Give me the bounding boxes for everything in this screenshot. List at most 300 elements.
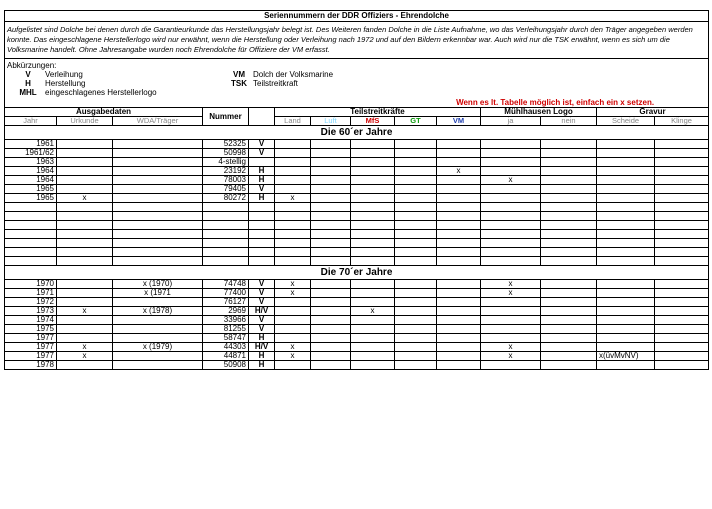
cell-wda [113, 325, 203, 334]
cell-urkunde [57, 176, 113, 185]
cell-vm [437, 343, 481, 352]
cell-land: x [275, 343, 311, 352]
cell-klinge [655, 316, 709, 325]
cell-wda [113, 167, 203, 176]
cell-vh: H [249, 194, 275, 203]
cell-vh [249, 257, 275, 266]
cell-luft [311, 334, 351, 343]
decade-heading: Die 60´er Jahre [5, 126, 709, 140]
cell-wda [113, 316, 203, 325]
table-row [5, 239, 709, 248]
cell-mfs [351, 167, 395, 176]
cell-wda [113, 298, 203, 307]
cell-nummer [203, 239, 249, 248]
cell-mfs [351, 239, 395, 248]
cell-wda [113, 257, 203, 266]
cell-scheide [597, 298, 655, 307]
cell-jahr: 1961 [5, 140, 57, 149]
cell-gt [395, 176, 437, 185]
table-row [5, 167, 709, 176]
cell-mfs [351, 352, 395, 361]
cell-mfs [351, 149, 395, 158]
cell-klinge [655, 343, 709, 352]
cell-jahr: 1974 [5, 316, 57, 325]
table-row [5, 221, 709, 230]
cell-vh: V [249, 325, 275, 334]
cell-gt [395, 167, 437, 176]
abbr-key: TSK [231, 79, 247, 88]
cell-vh [249, 239, 275, 248]
cell-nummer: 23192 [203, 167, 249, 176]
cell-luft [311, 239, 351, 248]
abbr-text: Herstellung [45, 79, 86, 88]
cell-klinge [655, 298, 709, 307]
cell-luft [311, 280, 351, 289]
cell-jahr: 1977 [5, 343, 57, 352]
header-scheide: Scheide [597, 117, 655, 126]
cell-nein [541, 194, 597, 203]
cell-jahr: 1965 [5, 185, 57, 194]
cell-jahr: 1971 [5, 289, 57, 298]
cell-gt [395, 334, 437, 343]
cell-jahr: 1978 [5, 361, 57, 370]
cell-vm [437, 230, 481, 239]
header-muehlhausen: Mühlhausen Logo [481, 108, 597, 117]
cell-scheide [597, 257, 655, 266]
table-row [5, 149, 709, 158]
cell-mfs [351, 221, 395, 230]
cell-vh: V [249, 280, 275, 289]
cell-wda [113, 140, 203, 149]
cell-vh: V [249, 316, 275, 325]
cell-urkunde [57, 325, 113, 334]
cell-jahr: 1964 [5, 167, 57, 176]
cell-land: x [275, 194, 311, 203]
cell-vh [249, 230, 275, 239]
cell-jahr: 1963 [5, 158, 57, 167]
header-gt: GT [395, 117, 437, 126]
cell-ja [481, 248, 541, 257]
cell-vm [437, 176, 481, 185]
cell-land [275, 176, 311, 185]
table-row [5, 140, 709, 149]
cell-wda: x (1978) [113, 307, 203, 316]
cell-ja [481, 316, 541, 325]
abbr-text: Verleihung [45, 70, 83, 79]
cell-jahr: 1973 [5, 307, 57, 316]
cell-vm [437, 203, 481, 212]
cell-wda [113, 194, 203, 203]
cell-scheide [597, 203, 655, 212]
cell-urkunde [57, 230, 113, 239]
cell-gt [395, 343, 437, 352]
table-row [5, 212, 709, 221]
cell-nummer: 44303 [203, 343, 249, 352]
cell-luft [311, 307, 351, 316]
cell-wda [113, 149, 203, 158]
cell-jahr: 1964 [5, 176, 57, 185]
cell-land [275, 361, 311, 370]
cell-klinge [655, 334, 709, 343]
abbr-text: Dolch der Volksmarine [253, 70, 334, 79]
header-ja: ja [481, 117, 541, 126]
cell-vm [437, 289, 481, 298]
cell-nummer: 80272 [203, 194, 249, 203]
cell-scheide [597, 230, 655, 239]
cell-scheide [597, 307, 655, 316]
table-row [5, 194, 709, 203]
cell-wda [113, 203, 203, 212]
table-row [5, 248, 709, 257]
cell-jahr [5, 248, 57, 257]
cell-gt [395, 325, 437, 334]
cell-jahr [5, 257, 57, 266]
cell-ja [481, 185, 541, 194]
cell-jahr: 1975 [5, 325, 57, 334]
cell-luft [311, 298, 351, 307]
cell-klinge [655, 194, 709, 203]
cell-vm [437, 248, 481, 257]
cell-luft [311, 221, 351, 230]
table-row [5, 361, 709, 370]
cell-jahr [5, 203, 57, 212]
cell-urkunde [57, 221, 113, 230]
cell-nummer [203, 230, 249, 239]
cell-klinge [655, 352, 709, 361]
cell-jahr: 1972 [5, 298, 57, 307]
cell-mfs [351, 343, 395, 352]
table-row [5, 352, 709, 361]
cell-land [275, 140, 311, 149]
abbr-key: MHL [19, 88, 37, 97]
cell-nummer: 74748 [203, 280, 249, 289]
cell-nein [541, 352, 597, 361]
cell-gt [395, 239, 437, 248]
cell-land [275, 239, 311, 248]
cell-mfs [351, 316, 395, 325]
cell-nummer [203, 257, 249, 266]
cell-ja [481, 325, 541, 334]
header-jahr: Jahr [5, 117, 57, 126]
table-row [5, 185, 709, 194]
cell-vm [437, 221, 481, 230]
header-luft: Luft [311, 117, 351, 126]
cell-gt [395, 203, 437, 212]
cell-mfs [351, 248, 395, 257]
header-nein: nein [541, 117, 597, 126]
cell-klinge [655, 149, 709, 158]
cell-scheide [597, 140, 655, 149]
cell-land [275, 212, 311, 221]
cell-land [275, 334, 311, 343]
cell-vm [437, 239, 481, 248]
cell-scheide [597, 334, 655, 343]
abbr-key: VM [233, 70, 245, 79]
cell-vh: H [249, 167, 275, 176]
cell-scheide [597, 361, 655, 370]
cell-wda: x (1979) [113, 343, 203, 352]
cell-scheide [597, 185, 655, 194]
cell-wda [113, 176, 203, 185]
cell-urkunde [57, 158, 113, 167]
cell-klinge [655, 140, 709, 149]
cell-klinge [655, 307, 709, 316]
cell-urkunde [57, 289, 113, 298]
table-row [5, 343, 709, 352]
cell-nummer: 44871 [203, 352, 249, 361]
cell-ja [481, 167, 541, 176]
abbr-grid [11, 70, 706, 97]
cell-vh: V [249, 149, 275, 158]
cell-mfs [351, 257, 395, 266]
cell-luft [311, 203, 351, 212]
cell-ja: x [481, 289, 541, 298]
abbr-key: H [25, 79, 31, 88]
cell-jahr: 1977 [5, 334, 57, 343]
cell-jahr [5, 239, 57, 248]
cell-nummer: 78003 [203, 176, 249, 185]
cell-wda [113, 158, 203, 167]
cell-vm [437, 307, 481, 316]
cell-land [275, 316, 311, 325]
table-row [5, 289, 709, 298]
cell-mfs [351, 212, 395, 221]
cell-scheide [597, 289, 655, 298]
cell-urkunde [57, 334, 113, 343]
cell-nein [541, 334, 597, 343]
cell-mfs [351, 334, 395, 343]
cell-vm [437, 257, 481, 266]
cell-vm [437, 325, 481, 334]
header-vh-blank [249, 108, 275, 126]
cell-gt [395, 158, 437, 167]
cell-klinge [655, 167, 709, 176]
cell-ja [481, 307, 541, 316]
cell-vh: H [249, 361, 275, 370]
header-nummer: Nummer [203, 108, 249, 126]
cell-nein [541, 158, 597, 167]
cell-urkunde: x [57, 194, 113, 203]
cell-vh: H/V [249, 343, 275, 352]
cell-urkunde [57, 203, 113, 212]
cell-mfs [351, 298, 395, 307]
cell-vm [437, 352, 481, 361]
table-row [5, 325, 709, 334]
cell-vh [249, 158, 275, 167]
cell-klinge [655, 230, 709, 239]
cell-nein [541, 298, 597, 307]
cell-klinge [655, 289, 709, 298]
table-row [5, 203, 709, 212]
cell-vh [249, 248, 275, 257]
cell-klinge [655, 158, 709, 167]
cell-land [275, 221, 311, 230]
cell-vm [437, 212, 481, 221]
cell-land [275, 325, 311, 334]
cell-gt [395, 352, 437, 361]
cell-land: x [275, 289, 311, 298]
cell-land [275, 167, 311, 176]
table-row [5, 316, 709, 325]
cell-land [275, 149, 311, 158]
cell-nummer [203, 248, 249, 257]
cell-nein [541, 361, 597, 370]
cell-urkunde [57, 140, 113, 149]
cell-nein [541, 176, 597, 185]
cell-urkunde: x [57, 307, 113, 316]
cell-luft [311, 176, 351, 185]
cell-vh: V [249, 140, 275, 149]
cell-urkunde [57, 167, 113, 176]
cell-wda [113, 352, 203, 361]
cell-urkunde [57, 185, 113, 194]
cell-gt [395, 257, 437, 266]
cell-nummer: 79405 [203, 185, 249, 194]
cell-klinge [655, 212, 709, 221]
cell-jahr [5, 212, 57, 221]
cell-vh: H [249, 176, 275, 185]
cell-ja [481, 212, 541, 221]
cell-nein [541, 203, 597, 212]
header-klinge: Klinge [655, 117, 709, 126]
cell-wda [113, 230, 203, 239]
cell-luft [311, 289, 351, 298]
cell-luft [311, 212, 351, 221]
cell-mfs: x [351, 307, 395, 316]
cell-urkunde [57, 298, 113, 307]
cell-gt [395, 280, 437, 289]
cell-klinge [655, 176, 709, 185]
cell-land: x [275, 280, 311, 289]
cell-ja [481, 239, 541, 248]
cell-land [275, 230, 311, 239]
cell-scheide [597, 316, 655, 325]
cell-luft [311, 248, 351, 257]
table-row [5, 230, 709, 239]
cell-jahr: 1970 [5, 280, 57, 289]
cell-luft [311, 167, 351, 176]
cell-urkunde [57, 212, 113, 221]
cell-gt [395, 298, 437, 307]
cell-mfs [351, 176, 395, 185]
cell-vm [437, 298, 481, 307]
abbr-text: Teilstreitkraft [253, 79, 298, 88]
cell-nein [541, 185, 597, 194]
cell-scheide: x(üvMvNV) [597, 352, 655, 361]
cell-jahr: 1965 [5, 194, 57, 203]
cell-nummer: 81255 [203, 325, 249, 334]
cell-nein [541, 149, 597, 158]
cell-gt [395, 248, 437, 257]
cell-nein [541, 316, 597, 325]
cell-vm [437, 194, 481, 203]
cell-scheide [597, 149, 655, 158]
cell-vh: V [249, 185, 275, 194]
cell-klinge [655, 257, 709, 266]
cell-urkunde [57, 257, 113, 266]
cell-gt [395, 149, 437, 158]
cell-nummer: 50998 [203, 149, 249, 158]
cell-scheide [597, 248, 655, 257]
cell-ja [481, 140, 541, 149]
cell-gt [395, 185, 437, 194]
table-row [5, 307, 709, 316]
cell-scheide [597, 158, 655, 167]
header-urkunde: Urkunde [57, 117, 113, 126]
cell-nummer: 58747 [203, 334, 249, 343]
cell-urkunde [57, 149, 113, 158]
cell-wda: x (1970) [113, 280, 203, 289]
cell-nummer: 33966 [203, 316, 249, 325]
header-mfs: MfS [351, 117, 395, 126]
cell-mfs [351, 203, 395, 212]
cell-vh: H [249, 334, 275, 343]
cell-wda [113, 185, 203, 194]
page-title: Seriennummern der DDR Offiziers - Ehrendolche [5, 11, 709, 22]
table-row [5, 280, 709, 289]
cell-nummer: 4-stellig [203, 158, 249, 167]
abbreviations-block [5, 59, 709, 108]
cell-gt [395, 194, 437, 203]
cell-mfs [351, 361, 395, 370]
cell-gt [395, 221, 437, 230]
cell-wda [113, 334, 203, 343]
cell-ja: x [481, 280, 541, 289]
cell-nummer [203, 212, 249, 221]
header-vm: VM [437, 117, 481, 126]
cell-land [275, 298, 311, 307]
cell-luft [311, 185, 351, 194]
cell-klinge [655, 280, 709, 289]
cell-ja [481, 221, 541, 230]
cell-luft [311, 149, 351, 158]
cell-nein [541, 248, 597, 257]
cell-luft [311, 158, 351, 167]
cell-gt [395, 140, 437, 149]
cell-mfs [351, 194, 395, 203]
cell-nein [541, 307, 597, 316]
abbr-heading: Abkürzungen: [7, 61, 57, 70]
cell-klinge [655, 221, 709, 230]
cell-wda [113, 221, 203, 230]
table-row [5, 158, 709, 167]
header-gravur: Gravur [597, 108, 709, 117]
cell-nummer [203, 203, 249, 212]
cell-nein [541, 257, 597, 266]
cell-scheide [597, 212, 655, 221]
cell-nummer: 50908 [203, 361, 249, 370]
cell-vm [437, 316, 481, 325]
cell-nummer: 76127 [203, 298, 249, 307]
cell-nein [541, 140, 597, 149]
cell-scheide [597, 239, 655, 248]
cell-mfs [351, 230, 395, 239]
abbr-text: eingeschlagenes Herstellerlogo [45, 88, 157, 97]
header-ausgabedaten: Ausgabedaten [5, 108, 203, 117]
cell-wda [113, 248, 203, 257]
cell-gt [395, 289, 437, 298]
cell-ja [481, 298, 541, 307]
serial-table [4, 10, 709, 370]
cell-nein [541, 343, 597, 352]
cell-ja [481, 149, 541, 158]
cell-land [275, 257, 311, 266]
header-teilstreitkraefte: Teilstreitkräfte [275, 108, 481, 117]
cell-vh: V [249, 289, 275, 298]
header-land: Land [275, 117, 311, 126]
cell-scheide [597, 194, 655, 203]
cell-ja: x [481, 176, 541, 185]
